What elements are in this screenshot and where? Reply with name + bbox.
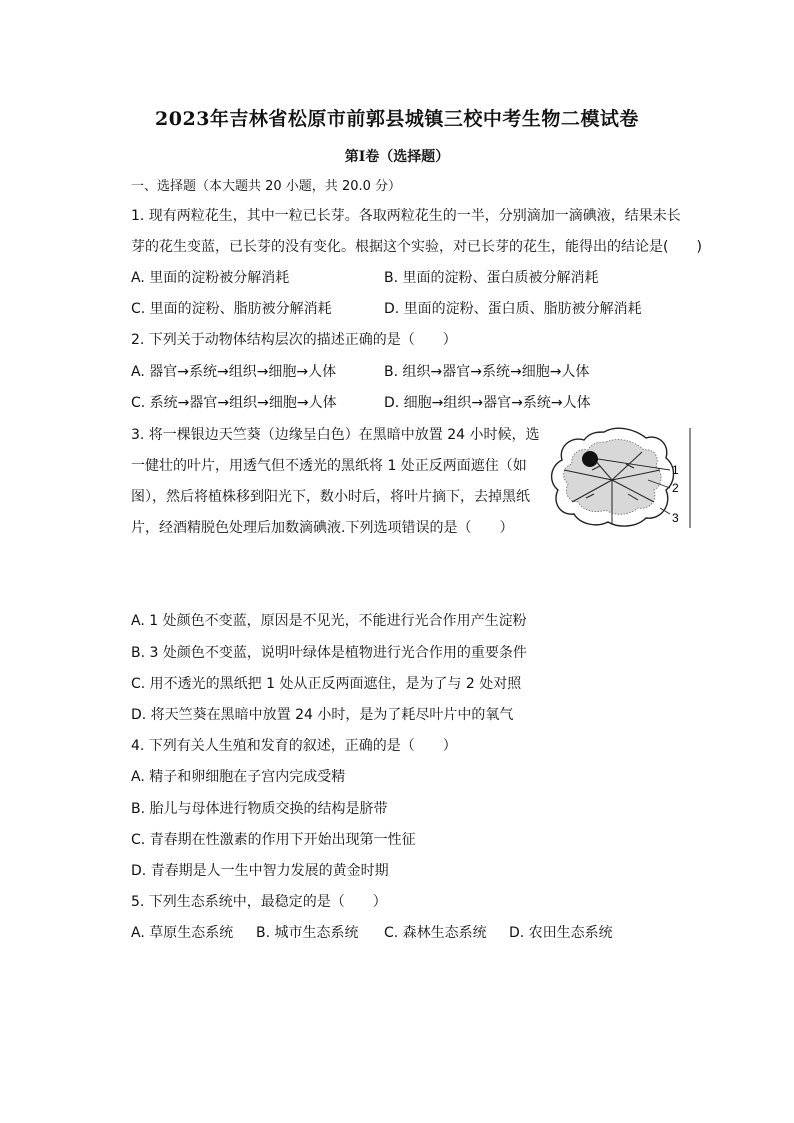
q4-option-c: C. 青春期在性激素的作用下开始出现第一性征 — [131, 832, 416, 848]
label-3: 3 — [672, 511, 679, 525]
q3-stem-line2: 一健壮的叶片，用透气但不透光的黑纸将 1 处正反两面遮住（如 — [131, 458, 527, 474]
q1-option-c: C. 里面的淀粉、脂肪被分解消耗 — [131, 301, 332, 317]
q3-option-c: C. 用不透光的黑纸把 1 处从正反两面遮住，是为了与 2 处对照 — [131, 676, 522, 692]
q5-option-a: A. 草原生态系统 — [131, 925, 234, 941]
q5-stem: 5. 下列生态系统中，最稳定的是（ ） — [131, 894, 387, 910]
black-paper-spot — [582, 451, 598, 467]
q5-option-d: D. 农田生态系统 — [509, 925, 613, 941]
q3-option-b: B. 3 处颜色不变蓝，说明叶绿体是植物进行光合作用的重要条件 — [131, 645, 527, 661]
q3-stem-line1: 3. 将一棵银边天竺葵（边缘呈白色）在黑暗中放置 24 小时候，选 — [131, 427, 540, 443]
q3-option-a: A. 1 处颜色不变蓝，原因是不见光，不能进行光合作用产生淀粉 — [131, 613, 527, 629]
q4-stem: 4. 下列有关人生殖和发育的叙述，正确的是（ ） — [131, 738, 457, 754]
q4-option-b: B. 胎儿与母体进行物质交换的结构是脐带 — [131, 801, 388, 817]
volume-heading: 第I卷（选择题） — [344, 149, 450, 165]
q1-stem-line2: 芽的花生变蓝，已长芽的没有变化。根据这个实验，对已长芽的花生，能得出的结论是( ) — [131, 239, 702, 255]
q1-option-d: D. 里面的淀粉、蛋白质、脂肪被分解消耗 — [384, 301, 642, 317]
q2-option-d: D. 细胞→组织→器官→系统→人体 — [384, 395, 591, 411]
q5-option-c: C. 森林生态系统 — [384, 925, 487, 941]
q4-option-a: A. 精子和卵细胞在子宫内完成受精 — [131, 769, 346, 785]
q2-option-c: C. 系统→器官→组织→细胞→人体 — [131, 395, 337, 411]
exam-title: 2023年吉林省松原市前郭县城镇三校中考生物二模试卷 — [155, 108, 639, 130]
q3-stem-line3: 图），然后将植株移到阳光下，数小时后，将叶片摘下，去掉黑纸 — [131, 489, 530, 505]
q2-stem: 2. 下列关于动物体结构层次的描述正确的是（ ） — [131, 332, 457, 348]
q1-option-a: A. 里面的淀粉被分解消耗 — [131, 270, 290, 286]
leaf-figure — [548, 424, 694, 532]
label-2: 2 — [672, 481, 679, 495]
q1-stem-line1: 1. 现有两粒花生，其中一粒已长芽。各取两粒花生的一半，分别滴加一滴碘液，结果未长 — [131, 208, 681, 224]
q4-option-d: D. 青春期是人一生中智力发展的黄金时期 — [131, 863, 389, 879]
section-heading: 一、选择题（本大题共 20 小题，共 20.0 分） — [131, 179, 402, 194]
q2-option-a: A. 器官→系统→组织→细胞→人体 — [131, 364, 337, 380]
q3-stem-line4: 片，经酒精脱色处理后加数滴碘液.下列选项错误的是（ ） — [131, 520, 514, 536]
q1-option-b: B. 里面的淀粉、蛋白质被分解消耗 — [384, 270, 599, 286]
q3-option-d: D. 将天竺葵在黑暗中放置 24 小时，是为了耗尽叶片中的氧气 — [131, 707, 514, 723]
q2-option-b: B. 组织→器官→系统→细胞→人体 — [384, 364, 590, 380]
label-1: 1 — [672, 463, 679, 477]
q5-option-b: B. 城市生态系统 — [256, 925, 359, 941]
